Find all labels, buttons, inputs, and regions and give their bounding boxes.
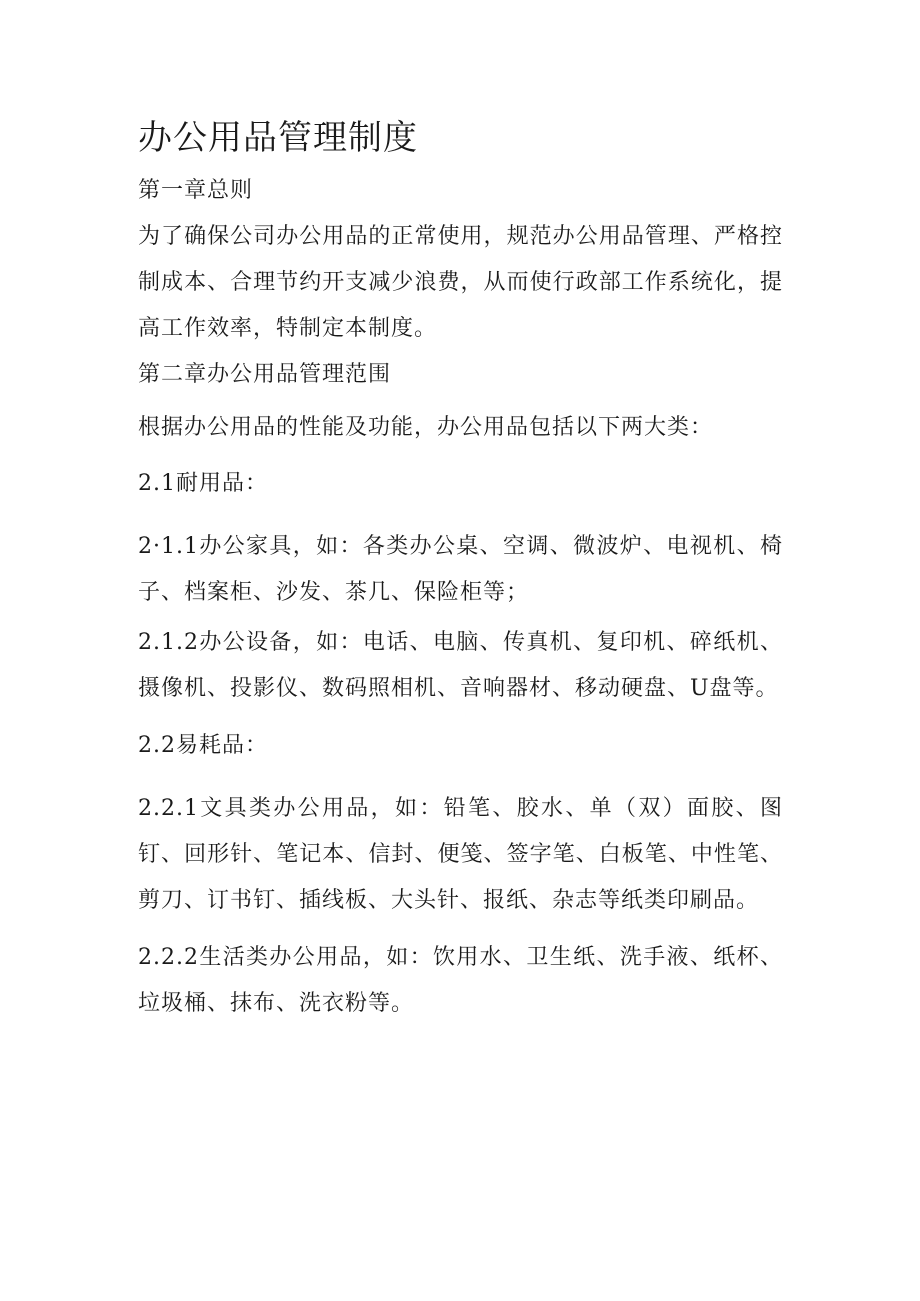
section-2-1-1-paragraph: 2·1.1办公家具，如：各类办公桌、空调、微波炉、电视机、椅子、档案柜、沙发、茶几、保险柜等； bbox=[138, 534, 783, 605]
section-2-2-2-paragraph: 2.2.2生活类办公用品，如：饮用水、卫生纸、洗手液、纸杯、垃圾桶、抹布、洗衣粉等。 bbox=[138, 945, 783, 1016]
document-title: 办公用品管理制度 bbox=[138, 118, 418, 158]
section-2-1-2-paragraph: 2.1.2办公设备，如：电话、电脑、传真机、复印机、碎纸机、摄像机、投影仪、数码照相机、音响器材、移动硬盘、U盘等。 bbox=[138, 630, 783, 701]
chapter-2-intro: 根据办公用品的性能及功能，办公用品包括以下两大类： bbox=[138, 415, 714, 440]
section-2-1-heading: 2.1耐用品： bbox=[138, 471, 268, 496]
chapter-1-heading: 第一章总则 bbox=[138, 178, 254, 203]
chapter-2-heading: 第二章办公用品管理范围 bbox=[138, 362, 392, 387]
section-2-2-1-paragraph: 2.2.1文具类办公用品，如：铅笔、胶水、单（双）面胶、图钉、回形针、笔记本、信封、便笺、签字笔、白板笔、中性笔、剪刀、订书钉、插线板、大头针、报纸、杂志等纸类印刷品。 bbox=[138, 796, 783, 913]
section-2-2-heading: 2.2易耗品： bbox=[138, 733, 268, 758]
chapter-1-paragraph: 为了确保公司办公用品的正常使用，规范办公用品管理、严格控制成本、合理节约开支减少浪费，从而使行政部工作系统化，提高工作效率，特制定本制度。 bbox=[138, 224, 783, 341]
